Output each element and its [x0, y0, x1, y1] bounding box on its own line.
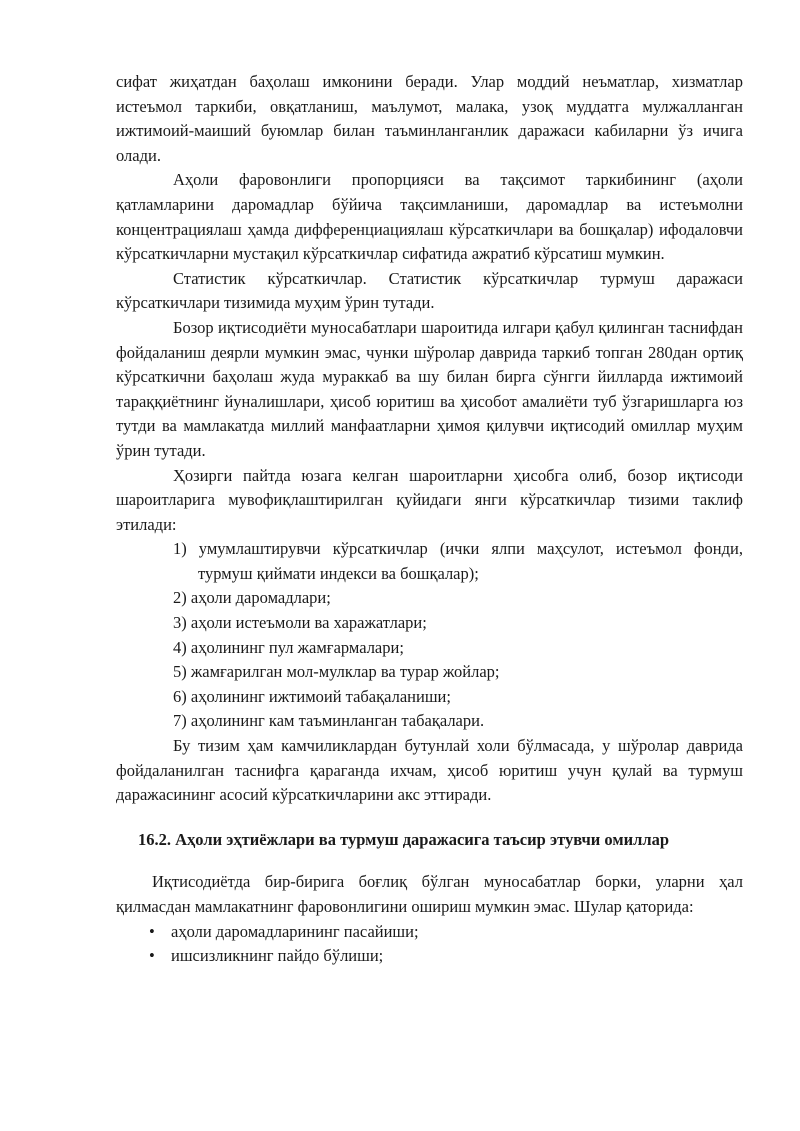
bullet-text: аҳоли даромадларининг пасайиши; [171, 921, 419, 941]
paragraph-market-economy: Бозор иқтисодиёти муносабатлари шароитида илгари қабул қилинган таснифдан фойдаланиш деярли мумкин эмас, чунки шўролар даврида таркиб топган 280дан ортиқ кўрсаткични баҳолаш жуда мураккаб ва шу билан бирга сўнгги йилларда ижтимоий тараққиётнинг йуналишлари, ҳисоб юритиш ва ҳисобот амалиёти туб ўзгаришларга юз тутди ва мамлакатда миллий манфаатларни ҳимоя қилувчи иқтисодий омиллар муҳим ўрин тутади. [116, 317, 743, 460]
factor-bullet-list [116, 920, 743, 969]
paragraph-welfare-proportion: Аҳоли фаровонлиги пропорцияси ва тақсимот таркибининг (аҳоли қатламларини даромадлар бўйича тақсимланиши, даромадлар ва истеъмолни концентрациялаш ҳамда дифференциациялаш кўрсаткичлари ва бошқалар) ифодаловчи кўрсаткичларни мустақил кўрсаткичлар сифатида ажратиб кўрсатиш мумкин. [116, 170, 743, 264]
paragraph-quality-assessment: сифат жиҳатдан баҳолаш имконини беради. Улар моддий неъматлар, хизматлар истеъмол таркиби, овқатланиш, маълумот, малака, узоқ муддатга мулжалланган ижтимоий-маиший буюмлар билан таъминланганлик даражаси кабиларни ўз ичига олади. [116, 72, 743, 165]
document-page [116, 70, 743, 969]
list-item: 7) аҳолининг кам таъминланган табақалари. [173, 711, 485, 731]
paragraph-statistical-indicators: Статистик кўрсаткичлар. Статистик кўрсаткичлар турмуш даражаси кўрсаткичлари тизимида муҳим ўрин тутади. [116, 268, 743, 313]
bullet-text: ишсизликнинг пайдо бўлиши; [171, 946, 384, 966]
list-item: 6) аҳолининг ижтимоий табақаланиши; [173, 686, 451, 706]
list-item: 5) жамғарилган мол-мулклар ва турар жойлар; [173, 662, 500, 682]
paragraph-system-summary: Бу тизим ҳам камчиликлардан бутунлай холи бўлмасада, у шўролар даврида фойдаланилган таснифга қараганда ихчам, ҳисоб юритиш учун қулай ва турмуш даражасининг асосий кўрсаткичларини акс эттиради. [116, 736, 743, 805]
list-item: 3) аҳоли истеъмоли ва харажатлари; [173, 613, 427, 633]
list-item: 2) аҳоли даромадлари; [173, 588, 331, 608]
indicator-list [116, 537, 743, 734]
section-heading: 16.2. Аҳоли эҳтиёжлари ва турмуш даражасига таъсир этувчи омиллар [138, 829, 670, 849]
paragraph-new-indicator-system: Ҳозирги пайтда юзага келган шароитларни ҳисобга олиб, бозор иқтисоди шароитларига мувофиқлаштирилган қуйидаги янги кўрсаткичлар тизими таклиф этилади: [116, 465, 743, 534]
bullet-icon: • [149, 946, 155, 966]
bullet-icon: • [149, 921, 155, 941]
bullet-item [116, 920, 743, 945]
list-item: 4) аҳолининг пул жамғармалари; [173, 637, 404, 657]
paragraph-section-intro: Иқтисодиётда бир-бирига боғлиқ бўлган муносабатлар борки, уларни ҳал қилмасдан мамлакатнинг фаровонлигини ошириш мумкин эмас. Шулар қаторида: [116, 872, 743, 916]
bullet-item [116, 944, 743, 969]
list-item: 1) умумлаштирувчи кўрсаткичлар (ички ялпи маҳсулот, истеъмол фонди, турмуш қиймати индекси ва бошқалар); [173, 539, 743, 583]
